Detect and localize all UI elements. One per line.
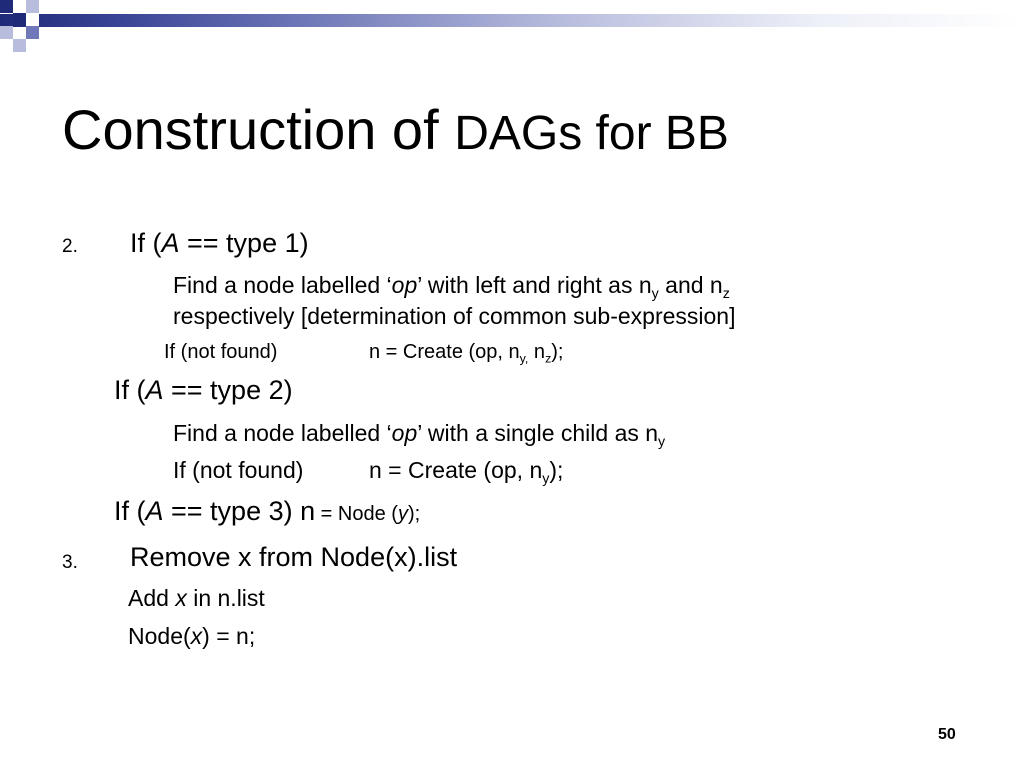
remove-line: Remove x from Node(x).list <box>130 542 458 572</box>
type3-condition <box>114 496 420 527</box>
slide-title <box>62 94 729 170</box>
banner-square-1 <box>0 0 13 13</box>
find1-op: op <box>391 272 418 298</box>
type2-suffix: == type 2) <box>163 375 293 405</box>
banner-square-7 <box>26 26 39 39</box>
find-node-single-child <box>173 420 666 450</box>
find1-b: ’ with left and right as n <box>417 272 652 298</box>
type3-prefix: If ( <box>114 496 146 526</box>
title-small: DAGs for BB <box>454 107 729 160</box>
type1-prefix: If ( <box>130 228 162 258</box>
notfound1-sub-y: y, <box>519 351 529 366</box>
type2-prefix: If ( <box>114 375 146 405</box>
node-x: x <box>190 623 203 649</box>
type1-condition <box>130 228 309 259</box>
banner-square-8 <box>13 39 26 52</box>
add-line <box>128 585 265 612</box>
item-2-number: 2. <box>62 236 78 257</box>
title-main: Construction of <box>62 98 455 161</box>
banner-square-2 <box>13 0 26 13</box>
find2-a: Find a node labelled ‘ <box>173 420 392 446</box>
add-x: x <box>175 585 187 611</box>
find-node-line-1 <box>173 272 730 302</box>
node-assign-line <box>128 623 255 650</box>
type3-end: ); <box>407 503 421 525</box>
notfound1-a: n = Create (op, n <box>369 341 520 363</box>
type2-var: A <box>145 375 164 405</box>
add-a: Add <box>128 585 176 611</box>
add-b: in n.list <box>186 585 265 611</box>
find1-a: Find a node labelled ‘ <box>173 272 392 298</box>
notfound1-b: n <box>528 341 546 363</box>
banner-gradient-bar <box>0 14 1024 27</box>
notfound2-create <box>369 457 564 487</box>
type3-y: y <box>397 503 408 525</box>
node-a: Node( <box>128 623 191 649</box>
banner-square-3 <box>26 0 39 13</box>
banner-square-6 <box>0 26 13 39</box>
find1-c: and n <box>658 272 723 298</box>
page-number: 50 <box>938 726 956 743</box>
notfound1-if: If (not found) <box>164 341 278 363</box>
type1-var: A <box>161 228 180 258</box>
notfound2-a: n = Create (op, n <box>369 457 543 483</box>
notfound1-c: ); <box>551 341 564 363</box>
notfound1-create <box>369 341 563 364</box>
find2-sub-y: y <box>658 433 666 450</box>
type1-suffix: == type 1) <box>179 228 309 258</box>
node-b: ) = n; <box>202 623 256 649</box>
type3-var: A <box>145 496 164 526</box>
notfound1-sub-z: z <box>545 351 552 366</box>
notfound2-if: If (not found) <box>173 457 304 483</box>
type3-suffix: == type 3) n <box>163 496 316 526</box>
header-banner <box>0 0 1024 60</box>
type2-condition <box>114 375 293 406</box>
item-3-number: 3. <box>62 552 78 573</box>
banner-square-5 <box>26 13 39 26</box>
find2-op: op <box>391 420 418 446</box>
type3-node: = Node ( <box>315 503 398 525</box>
find-node-line-2: respectively [determination of common sub-expression] <box>173 303 736 329</box>
find2-b: ’ with a single child as n <box>417 420 659 446</box>
notfound2-sub-y: y <box>542 470 550 487</box>
banner-square-4 <box>13 13 26 26</box>
notfound2-b: ); <box>549 457 564 483</box>
find1-sub-y: y <box>651 285 659 302</box>
find1-sub-z: z <box>722 285 730 302</box>
